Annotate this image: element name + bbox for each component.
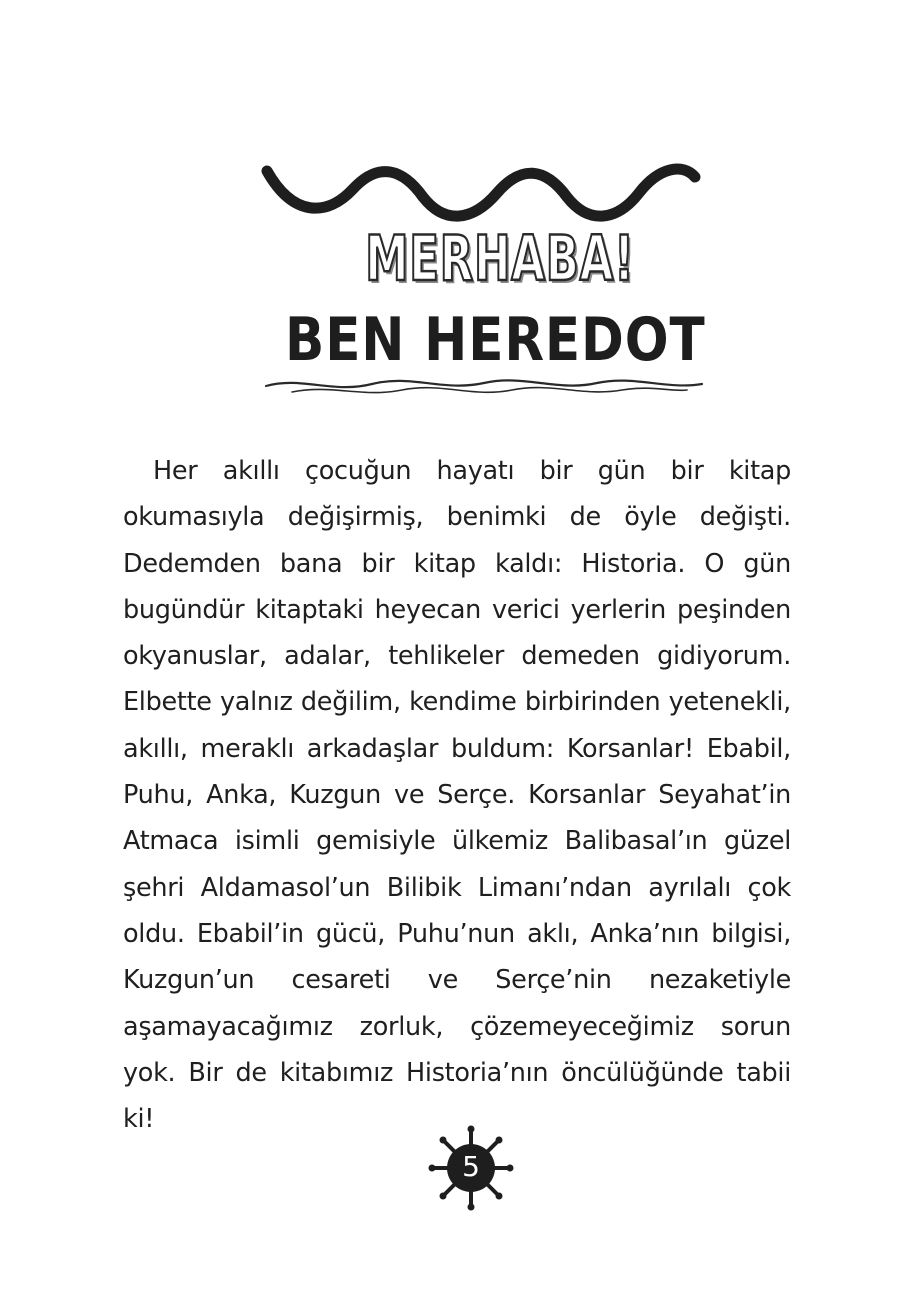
- decorative-wave-top: [255, 155, 705, 225]
- page-title: BEN HEREDOT: [285, 305, 706, 375]
- decorative-wave-bottom: [262, 372, 707, 402]
- story-paragraph: Her akıllı çocuğun hayatı bir gün bir kitap okumasıyla değişirmiş, benimki de öyle değişti. Dedemden bana bir kitap kaldı: Historia. O gün bugündür kitaptaki heyecan verici yerlerin peşinden okyanuslar, adalar, tehlikeler demeden gidiyorum. Elbette yalnız değilim, kendime birbirinden yetenekli, akıllı, meraklı arkadaşlar buldum: Korsanlar! Ebabil, Puhu, Anka, Kuzgun ve Serçe. Korsanlar Seyahat’in Atmaca isimli gemisiyle ülkemiz Balibasal’ın güzel şehri Aldamasol’un Bilibik Limanı’ndan ayrılalı çok oldu. Ebabil’in gücü, Puhu’nun aklı, Anka’nın bilgisi, Kuzgun’un cesareti ve Serçe’nin nezaketiyle aşamayacağımız zorluk, çözemeyeceğimiz sorun yok. Bir de kitabımız Historia’nın öncülüğünde tabii ki!: [123, 456, 791, 1135]
- greeting-title: MERHABA!: [365, 222, 635, 295]
- page-number: 5: [462, 1150, 480, 1183]
